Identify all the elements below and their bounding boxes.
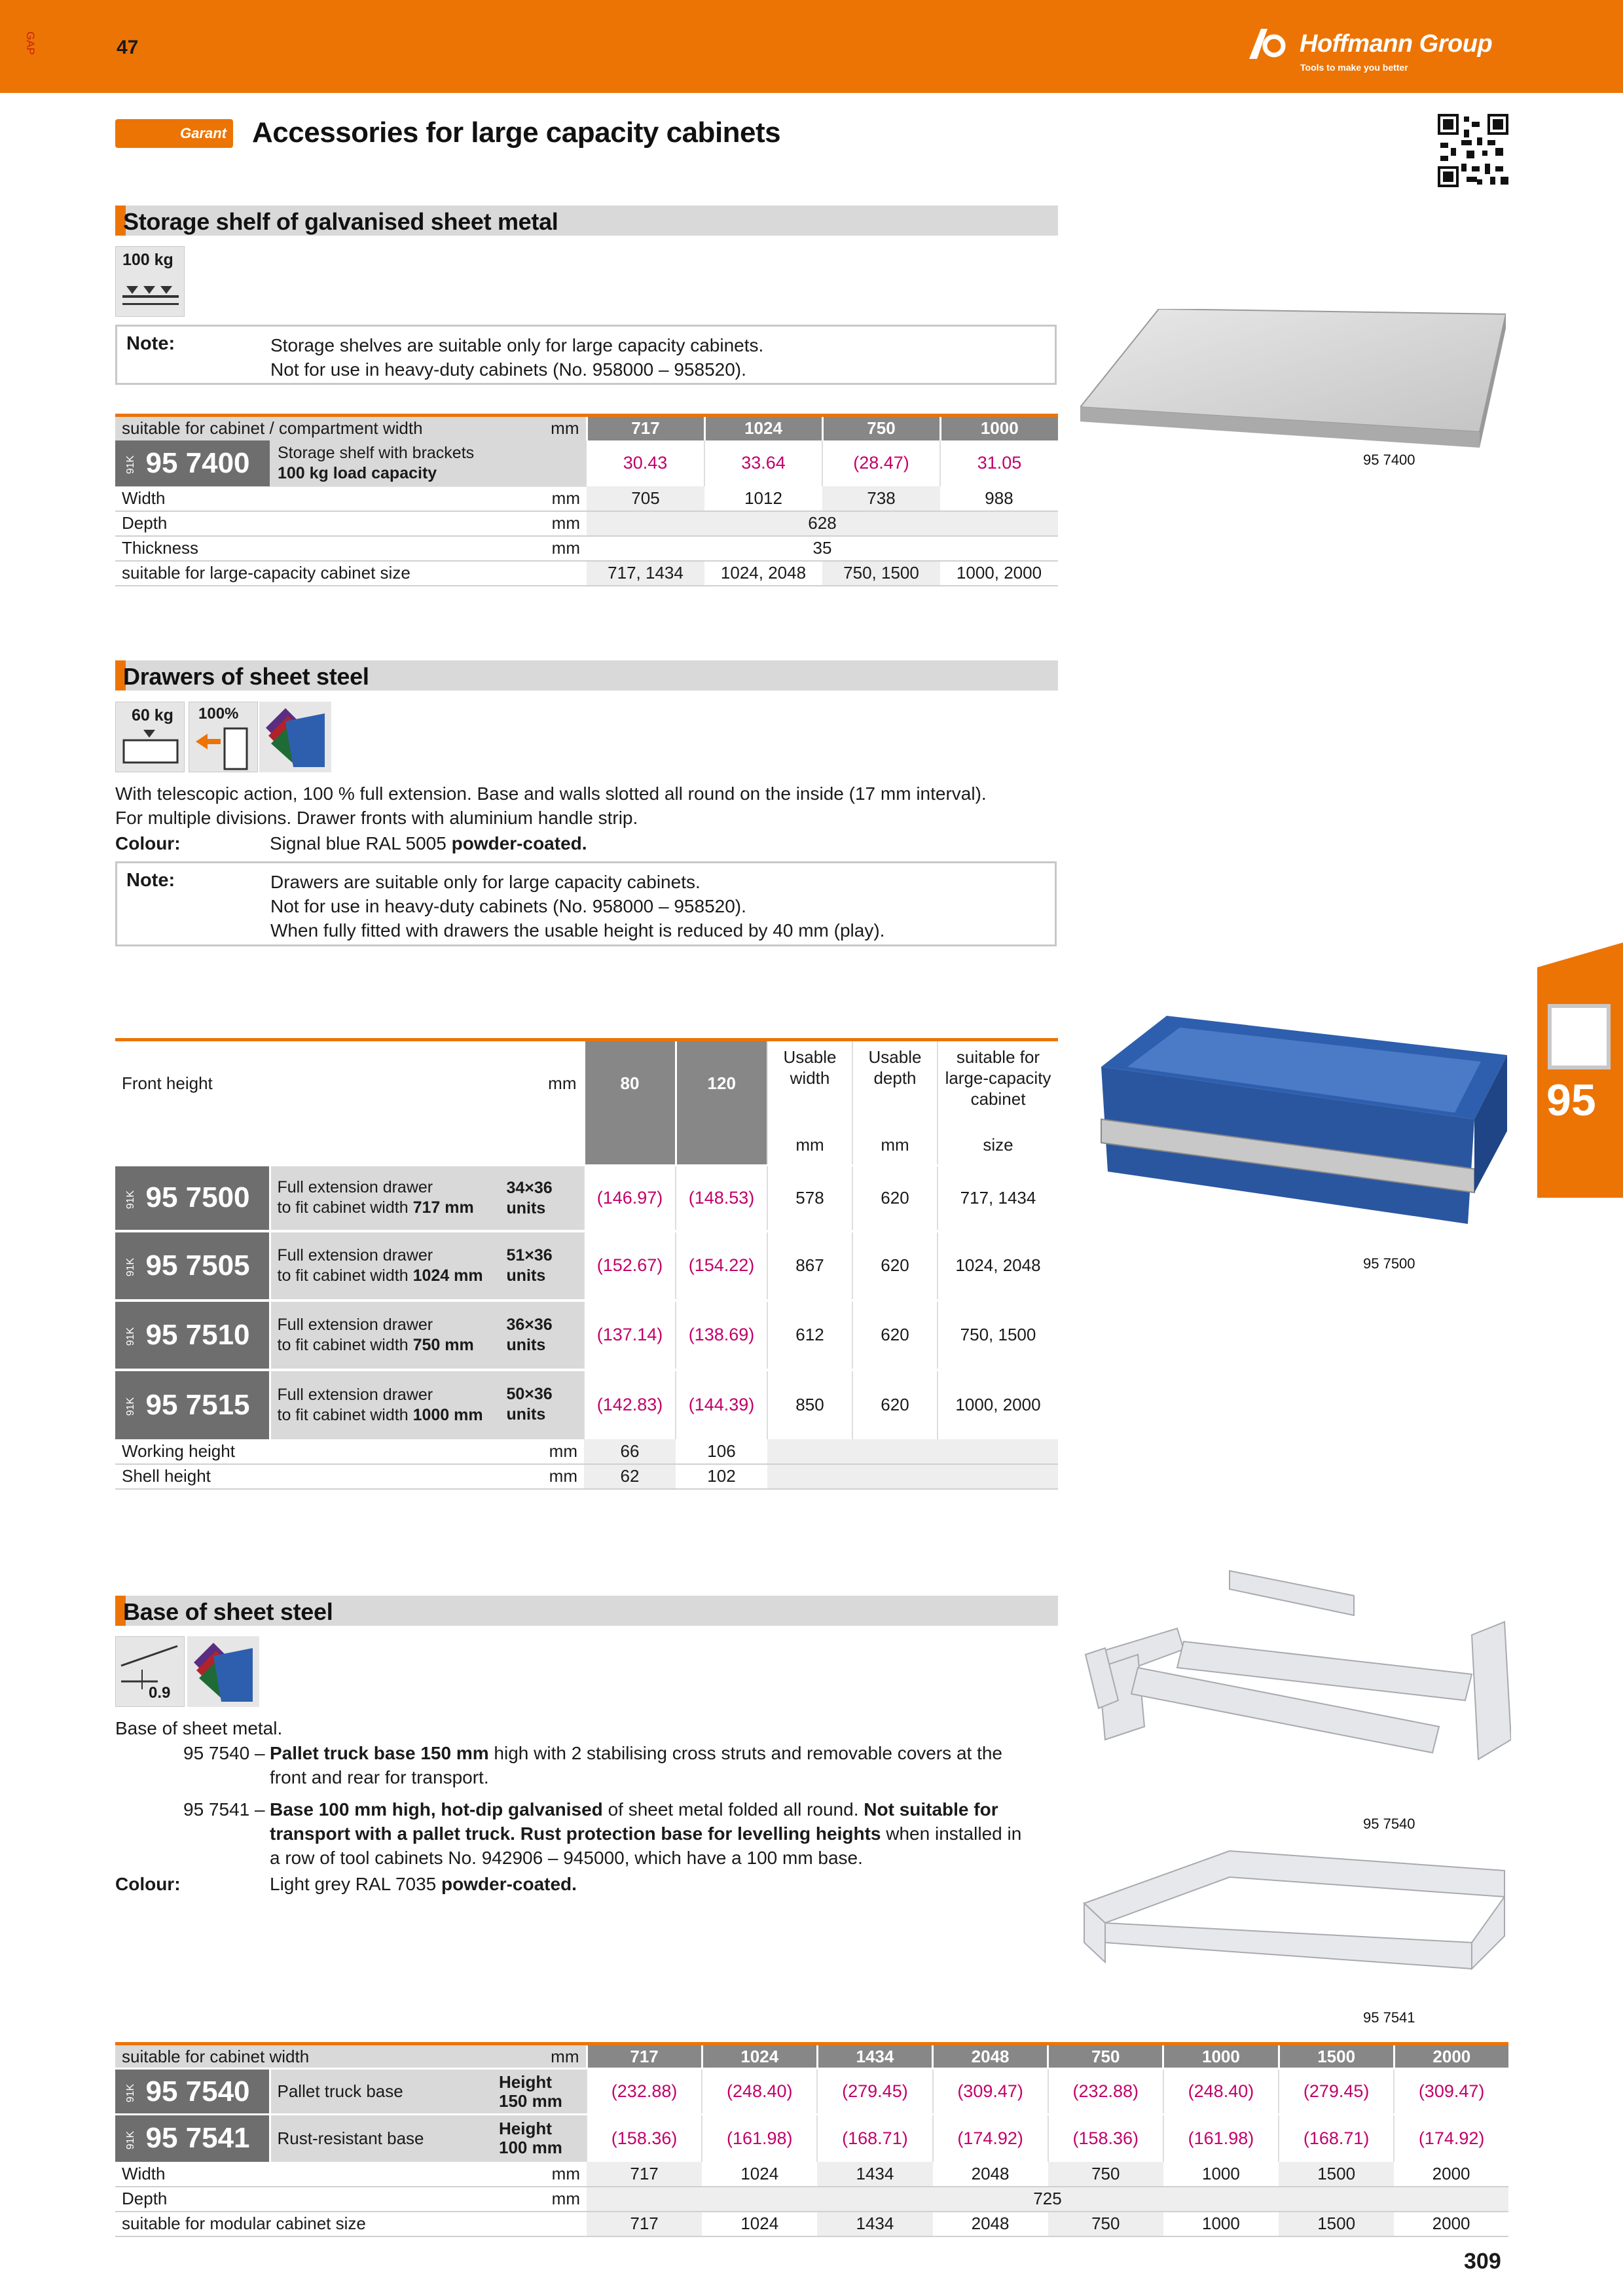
shelf-table [115, 414, 1058, 586]
drawer-load-icon: 60 kg [115, 702, 185, 772]
col-head: 1000 [940, 416, 1058, 440]
drawer-description: With telescopic action, 100 % full extension. Base and walls slotted all round on the inside (17 mm interval). For multiple divisions. Drawer fronts with aluminium handle strip. [115, 783, 987, 828]
article-number: 91K 95 7400 [115, 440, 270, 486]
item-description: Pallet truck base 150 mm high with 2 stabilising cross struts and removable covers at the front and rear for transport. [270, 1743, 1002, 1787]
item-number: 95 7540 – [183, 1743, 265, 1763]
pallet-truck-base-image [1079, 1570, 1511, 1772]
price: (148.53) [676, 1166, 767, 1231]
chapter-tab[interactable] [1537, 942, 1623, 1198]
article-desc-bold: 100 kg load capacity [278, 463, 437, 482]
col-head: 750 [822, 416, 940, 440]
col-head: 120 [676, 1040, 767, 1126]
storage-shelf-image [1080, 309, 1506, 454]
brand-name: Hoffmann Group [1300, 30, 1493, 58]
page-number: 309 [1464, 2249, 1501, 2274]
base-intro: Base of sheet metal. [115, 1718, 283, 1738]
price: (154.22) [676, 1231, 767, 1300]
price: 31.05 [940, 440, 1058, 486]
price: (146.97) [584, 1166, 676, 1231]
base-row[interactable]: 91K 95 7541 Rust-resistant base Height 100 mm (158.36) (161.98) (168.71) (174.92) (158.36) (161.98) (168.71) (174.92) [115, 2115, 1508, 2162]
cabinet-icon [1548, 1004, 1611, 1069]
section-drawers [115, 660, 1058, 691]
section-title: Storage shelf of galvanised sheet metal [123, 208, 558, 235]
page-number-top: 47 [117, 37, 139, 58]
drawer-row[interactable]: 91K 95 7515 Full extension drawer to fit cabinet width 1000 mm 50×36 units (142.83) (144.39) 850 620 1000, 2000 [115, 1370, 1058, 1439]
price: (152.67) [584, 1231, 676, 1300]
col-head: 1024 [702, 2044, 817, 2069]
section-base [115, 1596, 1058, 1626]
load-capacity-icon: 100 kg [115, 246, 185, 317]
article-number: 95 7510 [145, 1318, 250, 1351]
table-row: Depth mm 725 [115, 2187, 1508, 2212]
colour-label: Colour: [115, 833, 181, 853]
colour-label: Colour: [115, 1874, 181, 1894]
table-row: Width mm 705 1012 738 988 [115, 486, 1058, 511]
col-head: 80 [584, 1040, 676, 1126]
item-description: Base 100 mm high, hot-dip galvanised of sheet metal folded all round. Not suitable for transport with a pallet truck. Rust protection base for levelling heights when installed in a row of tool cabinets No. 942906 – 945000, which have a 100 mm base. [270, 1799, 1022, 1868]
article-desc: Storage shelf with brackets [278, 443, 475, 462]
sheet-thickness-icon: 0.9 [115, 1636, 185, 1707]
rust-resistant-base-image [1079, 1844, 1511, 1975]
drawer-table: Front height mm 80 120 Usable width Usable depth suitable for large-capacity cabinet mm mm size 91K 95 7500 Full extension drawer to fit cabinet width 717 mm 34×36 units (146.97) (148.53) 578 620 717, 1434 91K 95 7505 Full extension drawer to fit cabinet width 1024 mm 51×36 units (152.67) (154.22) 867 620 1024, 2048 91K 95 7510 Full extension drawer to fit cabinet width 750 mm 36×36 units (137.14) (138.69) 612 620 750, 1500 91K 95 7515 Full extension drawer to fit cabinet width 1000 mm 50×36 units (142.83) (144.39) 850 620 1000, 2000 Working height mm 66 106 Shell height mm 62 102 [115, 1038, 1058, 1490]
col-head: 1500 [1279, 2044, 1394, 2069]
col-head: 1024 [704, 416, 822, 440]
note-box-drawers: Note: Drawers are suitable only for large capacity cabinets. Not for use in heavy-duty cabinets (No. 958000 – 958520). When fully fitted with drawers the usable height is reduced by 40 mm (play). [115, 861, 1057, 946]
col-head: 1434 [817, 2044, 932, 2069]
article-number: 95 7505 [145, 1249, 250, 1282]
article-number: 95 7515 [145, 1388, 250, 1421]
price: (137.14) [584, 1300, 676, 1370]
table-row: Depth mm 628 [115, 511, 1058, 536]
article-number: 95 7540 [145, 2075, 250, 2108]
article-number: 95 7500 [145, 1181, 250, 1214]
garant-logo: Garant [115, 119, 233, 148]
col-head: 717 [587, 2044, 702, 2069]
item-number: 95 7541 – [183, 1799, 265, 1820]
col-head: 2000 [1394, 2044, 1508, 2069]
drawer-row[interactable]: 91K 95 7505 Full extension drawer to fit cabinet width 1024 mm 51×36 units (152.67) (154.22) 867 620 1024, 2048 [115, 1231, 1058, 1300]
colour-value: Light grey RAL 7035 powder-coated. [270, 1874, 577, 1894]
qr-code-icon[interactable] [1438, 114, 1508, 187]
image-caption: 95 7400 [1363, 452, 1415, 468]
front-height-label: Front height [122, 1073, 213, 1094]
drawer-image [1082, 1014, 1507, 1237]
col-head: 717 [587, 416, 704, 440]
price: (142.83) [584, 1370, 676, 1439]
section-storage-shelf [115, 206, 1058, 236]
col-head: 1000 [1163, 2044, 1279, 2069]
price: (144.39) [676, 1370, 767, 1439]
image-caption: 95 7500 [1363, 1255, 1415, 1272]
note-label: Note: [126, 333, 175, 354]
note-label: Note: [126, 870, 175, 891]
colour-value: Signal blue RAL 5005 powder-coated. [270, 833, 587, 853]
note-line: Storage shelves are suitable only for large capacity cabinets. [270, 335, 764, 355]
chapter-number: 95 [1546, 1075, 1596, 1125]
article-number: 95 7541 [145, 2122, 250, 2155]
drawer-row[interactable]: 91K 95 7510 Full extension drawer to fit cabinet width 750 mm 36×36 units (137.14) (138.69) 612 620 750, 1500 [115, 1300, 1058, 1370]
colour-swatches-icon [259, 702, 331, 772]
price: 33.64 [704, 440, 822, 486]
page-title: Accessories for large capacity cabinets [252, 117, 781, 149]
table-row: Thickness mm 35 [115, 536, 1058, 561]
brand-tagline: Tools to make you better [1300, 62, 1408, 73]
image-caption: 95 7540 [1363, 1816, 1415, 1832]
price: (28.47) [822, 440, 940, 486]
table-row: suitable for large-capacity cabinet size 717, 1434 1024, 2048 750, 1500 1000, 2000 [115, 561, 1058, 586]
full-extension-icon: 100% [189, 702, 258, 772]
article-row[interactable] [115, 440, 1058, 486]
col-head: 750 [1048, 2044, 1163, 2069]
section-title: Base of sheet steel [123, 1598, 333, 1625]
base-table: suitable for cabinet width mm 717 1024 1434 2048 750 1000 1500 2000 91K 95 7540 Pallet truck base Height 150 mm (232.88) (248.40) (279.45) (309.47) (232.88) (248.40) (279.45) (309.47) 91K 95 7541 Rust-resistant base Height 100 mm (158.36) (161.98) (168.71) (174.92) (158.36) (161.98) (168.71) (174.92) Width mm 717 1024 1434 2048 750 1000 1500 2000 Depth mm 725 suitable for modular cabinet size 717 1024 1434 2048 750 1000 1500 2000 [115, 2042, 1508, 2237]
table-row: suitable for modular cabinet size 717 1024 1434 2048 750 1000 1500 2000 [115, 2212, 1508, 2236]
header-label: suitable for cabinet / compartment width mm [115, 416, 587, 440]
base-row[interactable]: 91K 95 7540 Pallet truck base Height 150 mm (232.88) (248.40) (279.45) (309.47) (232.88) (248.40) (279.45) (309.47) [115, 2069, 1508, 2115]
hoffmann-logo-icon [1248, 26, 1288, 62]
price: (138.69) [676, 1300, 767, 1370]
note-box-shelf [115, 325, 1057, 385]
table-row: Width mm 717 1024 1434 2048 750 1000 1500 2000 [115, 2162, 1508, 2187]
side-code: GAP [24, 31, 37, 55]
table-row: Working height mm 66 106 [115, 1439, 1058, 1464]
image-caption: 95 7541 [1363, 2009, 1415, 2026]
colour-swatches-icon [187, 1636, 259, 1707]
price: 30.43 [623, 453, 668, 473]
col-head: 2048 [933, 2044, 1048, 2069]
section-title: Drawers of sheet steel [123, 663, 369, 690]
table-row: Shell height mm 62 102 [115, 1464, 1058, 1489]
drawer-row[interactable]: 91K 95 7500 Full extension drawer to fit cabinet width 717 mm 34×36 units (146.97) (148.53) 578 620 717, 1434 [115, 1166, 1058, 1231]
note-line: Not for use in heavy-duty cabinets (No. 958000 – 958520). [270, 359, 746, 380]
